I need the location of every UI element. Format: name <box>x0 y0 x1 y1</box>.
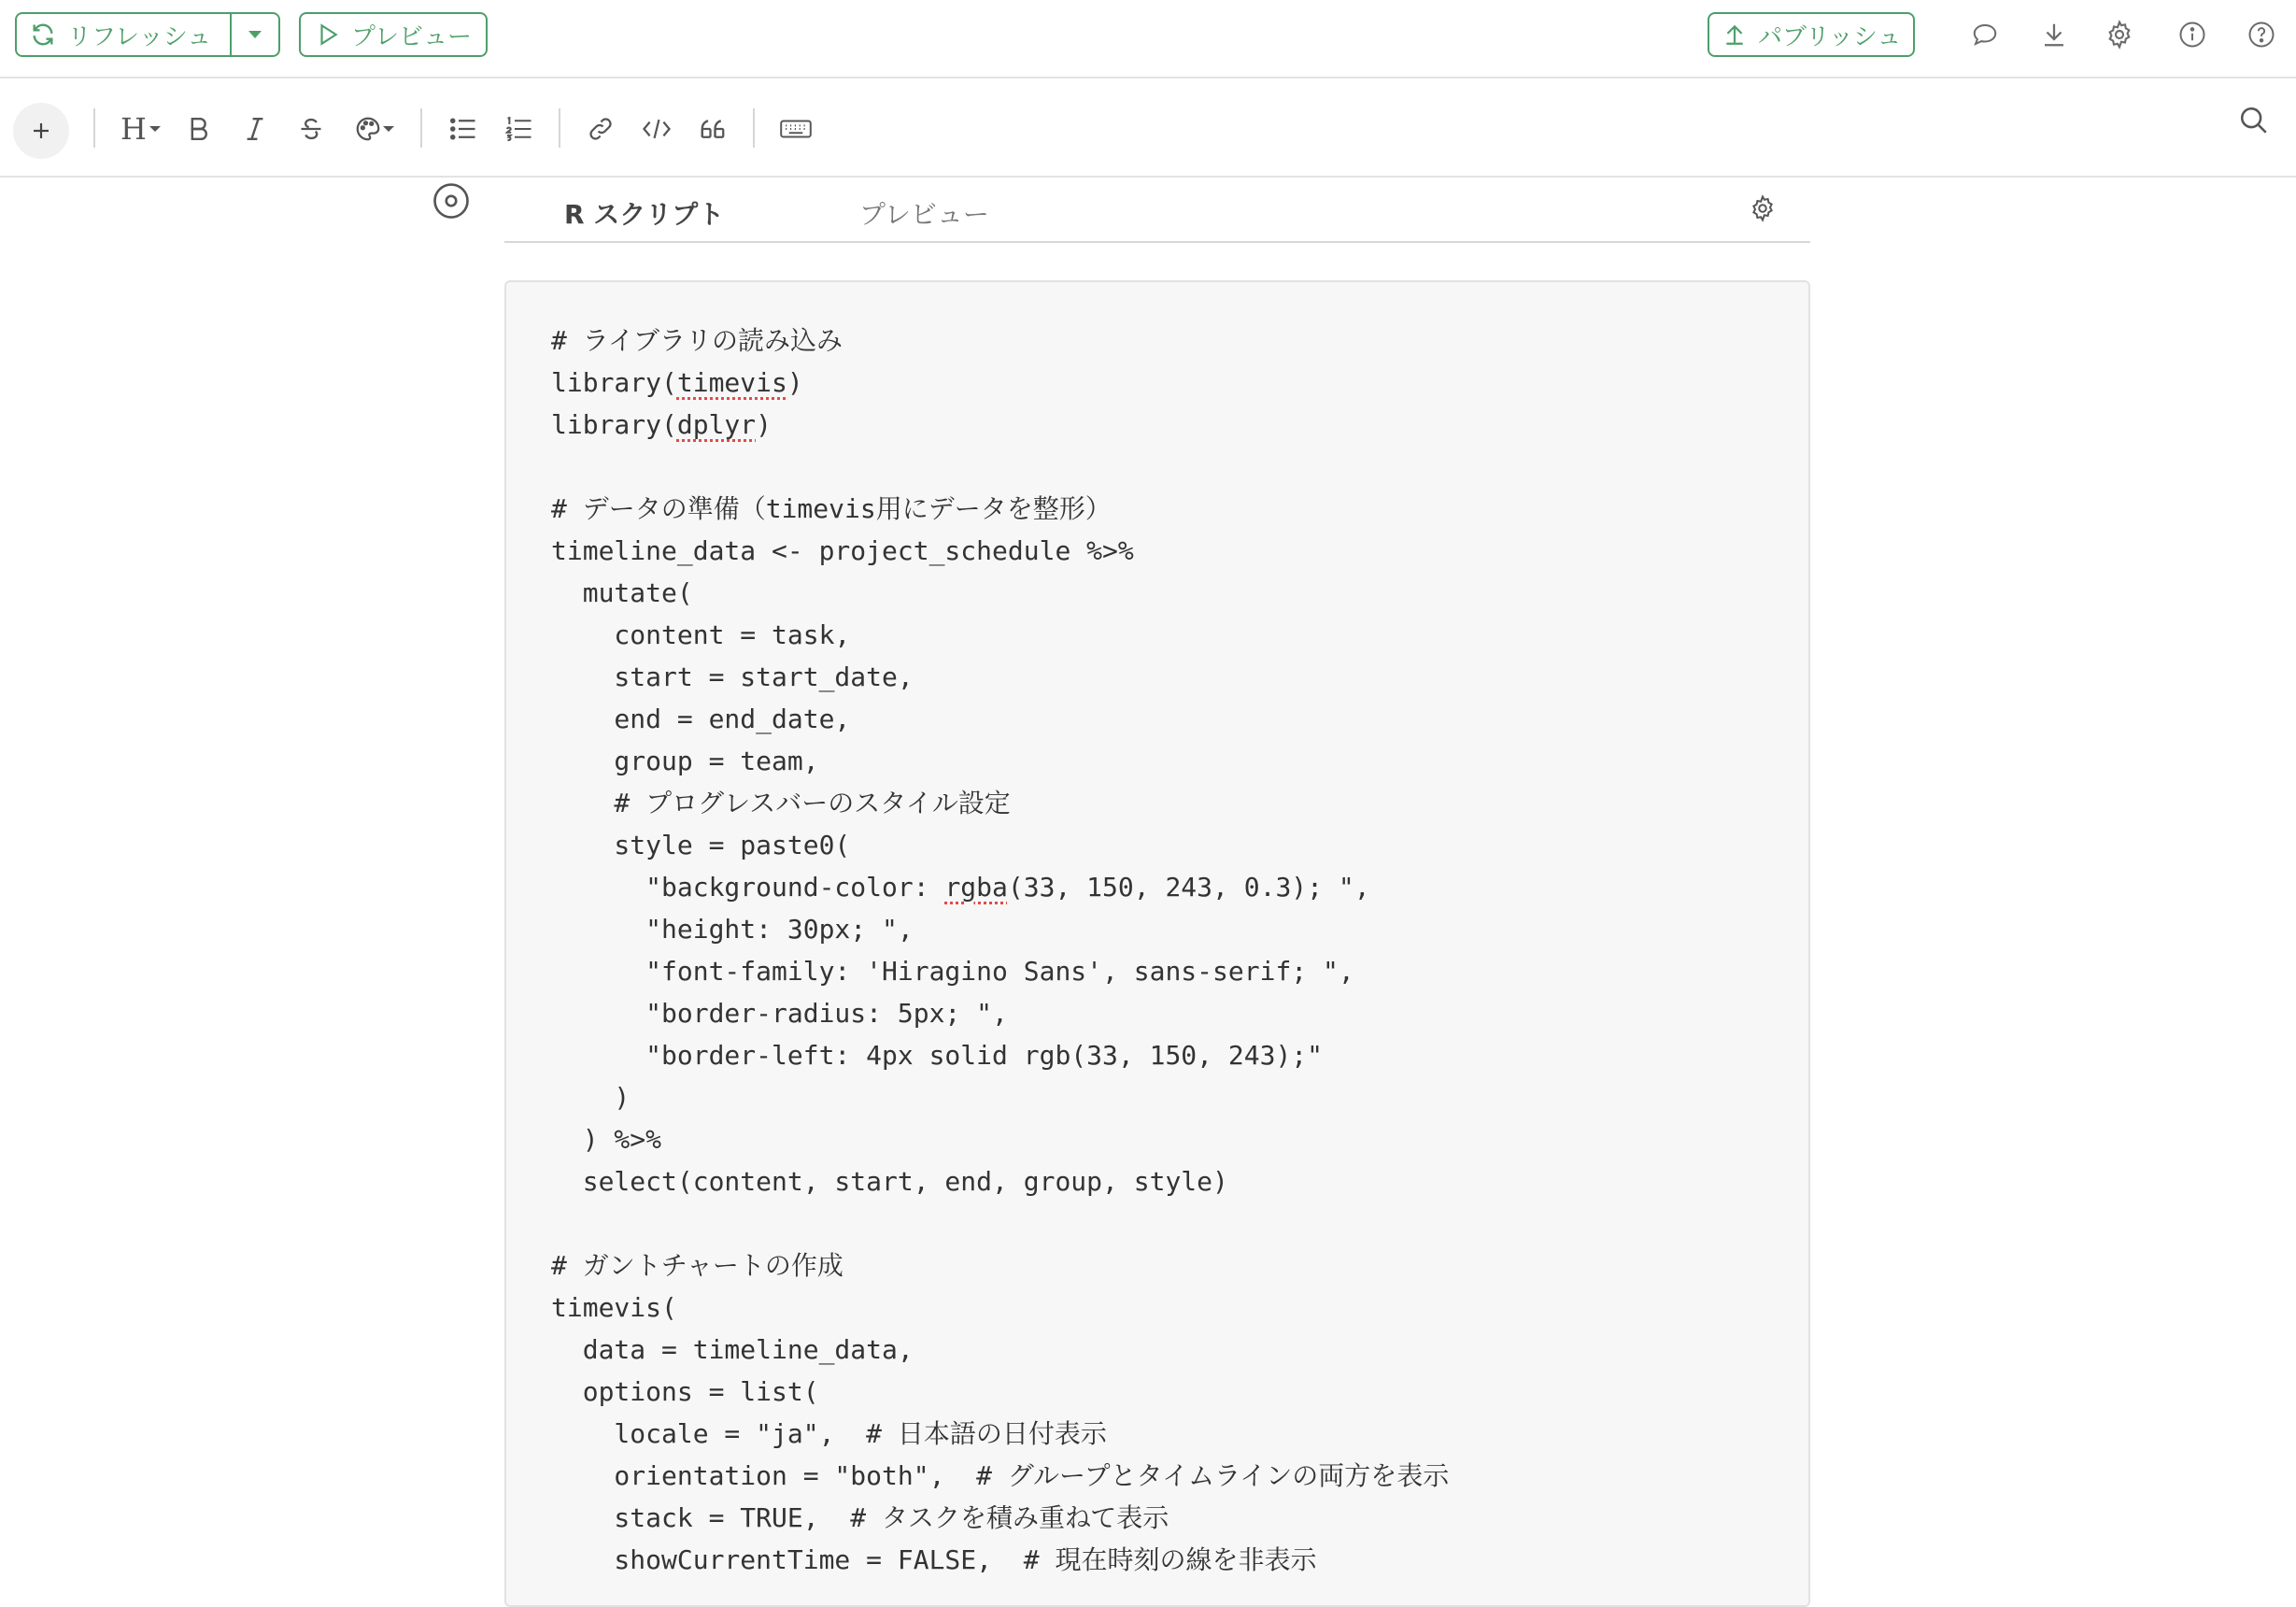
code-line <box>551 362 1449 404</box>
code-segment: timevis( <box>551 1292 677 1323</box>
keyboard-icon <box>780 117 812 141</box>
bold-button[interactable] <box>183 107 215 151</box>
plus-icon <box>30 120 52 142</box>
code-line <box>551 572 1449 614</box>
text-color-button[interactable] <box>351 107 398 151</box>
code-line <box>551 698 1449 740</box>
code-segment: ) <box>756 409 772 440</box>
caret-down-icon <box>149 124 162 134</box>
top-bar <box>0 0 2296 78</box>
code-line <box>551 488 1449 530</box>
heading-icon: H <box>120 111 147 147</box>
italic-button[interactable] <box>239 107 271 151</box>
code-line <box>551 1287 1449 1329</box>
code-button[interactable] <box>639 107 674 151</box>
search-icon <box>2238 105 2270 136</box>
code-line <box>551 320 1449 362</box>
refresh-icon <box>30 21 56 48</box>
download-icon[interactable] <box>2036 17 2072 52</box>
code-segment: content = task, <box>551 619 851 650</box>
add-block-button[interactable] <box>13 103 69 159</box>
spellcheck-word: dplyr <box>676 409 757 440</box>
code-segment: orientation = "both", # グループとタイムラインの両方を表示 <box>551 1460 1450 1491</box>
code-line <box>551 950 1449 992</box>
spellcheck-word: timevis <box>676 367 787 398</box>
code-editor[interactable] <box>504 280 1810 1607</box>
code-segment: timeline_data <- project_schedule %>% <box>551 535 1134 566</box>
code-line <box>551 446 1449 488</box>
preview-button[interactable] <box>299 12 488 57</box>
code-line <box>551 908 1449 950</box>
formatting-toolbar <box>0 80 2296 178</box>
code-segment: end = end_date, <box>551 704 851 734</box>
keyboard-button[interactable] <box>777 107 815 151</box>
code-line <box>551 1371 1449 1413</box>
palette-icon <box>354 115 382 143</box>
help-icon[interactable] <box>2244 17 2279 52</box>
quote-button[interactable] <box>695 107 730 151</box>
chunk-settings-gear-icon[interactable] <box>1749 194 1782 228</box>
heading-button[interactable] <box>118 107 164 151</box>
refresh-dropdown-button[interactable] <box>232 14 278 55</box>
code-line <box>551 530 1449 572</box>
code-segment: start = start_date, <box>551 661 914 692</box>
link-button[interactable] <box>583 107 618 151</box>
refresh-label: リフレッシュ <box>67 22 212 51</box>
publish-button[interactable] <box>1708 12 1915 57</box>
code-line <box>551 1118 1449 1160</box>
code-line <box>551 1160 1449 1202</box>
refresh-button-group <box>15 12 280 57</box>
code-segment: # ガントチャートの作成 <box>551 1250 843 1281</box>
link-icon <box>587 115 615 143</box>
strikethrough-icon <box>298 115 324 143</box>
code-line <box>551 740 1449 782</box>
code-segment: "font-family: 'Hiragino Sans', sans-serif; ", <box>551 956 1354 987</box>
toolbar-divider <box>420 108 422 148</box>
upload-icon <box>1722 22 1747 47</box>
search-button[interactable] <box>2238 105 2275 142</box>
code-line <box>551 782 1449 824</box>
code-line <box>551 1244 1449 1287</box>
spellcheck-word: rgba <box>944 872 1008 903</box>
code-segment: mutate( <box>551 577 693 608</box>
code-line <box>551 1076 1449 1118</box>
code-segment: # プログレスバーのスタイル設定 <box>551 788 1011 818</box>
code-segment: group = team, <box>551 746 819 776</box>
play-icon <box>316 22 340 47</box>
code-segment: stack = TRUE, # タスクを積み重ねて表示 <box>551 1502 1169 1533</box>
italic-icon <box>244 115 266 143</box>
code-segment: data = timeline_data, <box>551 1334 914 1365</box>
code-line <box>551 992 1449 1034</box>
code-segment: # ライブラリの読み込み <box>551 325 843 356</box>
code-segment: select(content, start, end, group, style) <box>551 1166 1228 1197</box>
code-line <box>551 866 1449 908</box>
code-segment: library( <box>551 409 677 440</box>
toolbar-divider <box>753 108 755 148</box>
code-segment: library( <box>551 367 677 398</box>
code-line <box>551 1497 1449 1539</box>
code-line <box>551 404 1449 446</box>
code-line <box>551 1034 1449 1076</box>
numbered-list-icon <box>505 116 533 142</box>
code-segment: ) <box>787 367 803 398</box>
code-segment: "border-radius: 5px; ", <box>551 998 1008 1029</box>
comment-icon[interactable] <box>1967 17 2003 52</box>
code-segment: # データの準備（timevis用にデータを整形） <box>551 493 1112 524</box>
code-segment: ) <box>551 1082 631 1113</box>
preview-label: プレビュー <box>351 22 472 51</box>
toolbar-divider <box>93 108 95 148</box>
code-line <box>551 1455 1449 1497</box>
code-segment: "border-left: 4px solid rgb(33, 150, 243);" <box>551 1040 1324 1071</box>
code-line <box>551 614 1449 656</box>
code-segment: options = list( <box>551 1376 819 1407</box>
code-icon <box>642 115 672 143</box>
code-line <box>551 1413 1449 1455</box>
code-content[interactable] <box>551 320 1449 1581</box>
code-segment: style = paste0( <box>551 830 851 860</box>
code-line <box>551 1202 1449 1244</box>
code-line <box>551 656 1449 698</box>
quote-icon <box>699 115 727 143</box>
code-segment: ) %>% <box>551 1124 662 1155</box>
bullet-list-button[interactable] <box>446 107 480 151</box>
info-icon[interactable] <box>2175 17 2210 52</box>
toolbar-divider <box>559 108 560 148</box>
gear-icon[interactable] <box>2102 17 2137 52</box>
code-segment: "height: 30px; ", <box>551 914 914 945</box>
code-line <box>551 1329 1449 1371</box>
code-segment: showCurrentTime = FALSE, # 現在時刻の線を非表示 <box>551 1544 1317 1575</box>
code-line <box>551 824 1449 866</box>
bullet-list-icon <box>449 116 477 142</box>
bold-icon <box>188 115 210 143</box>
code-line <box>551 1539 1449 1581</box>
strikethrough-button[interactable] <box>295 107 327 151</box>
code-segment: locale = "ja", # 日本語の日付表示 <box>551 1418 1107 1449</box>
caret-down-icon <box>247 29 263 40</box>
code-segment: "background-color: <box>551 872 945 903</box>
editor-tabs <box>504 183 1810 243</box>
publish-label: パブリッシュ <box>1758 22 1902 51</box>
caret-down-icon <box>382 124 395 134</box>
refresh-button[interactable] <box>17 14 232 55</box>
cell-menu-icon[interactable] <box>432 181 471 220</box>
tab-preview[interactable]: プレビュー <box>859 199 989 230</box>
code-segment: (33, 150, 243, 0.3); ", <box>1007 872 1370 903</box>
numbered-list-button[interactable] <box>503 107 536 151</box>
tab-r-script[interactable]: R スクリプト <box>564 199 725 230</box>
